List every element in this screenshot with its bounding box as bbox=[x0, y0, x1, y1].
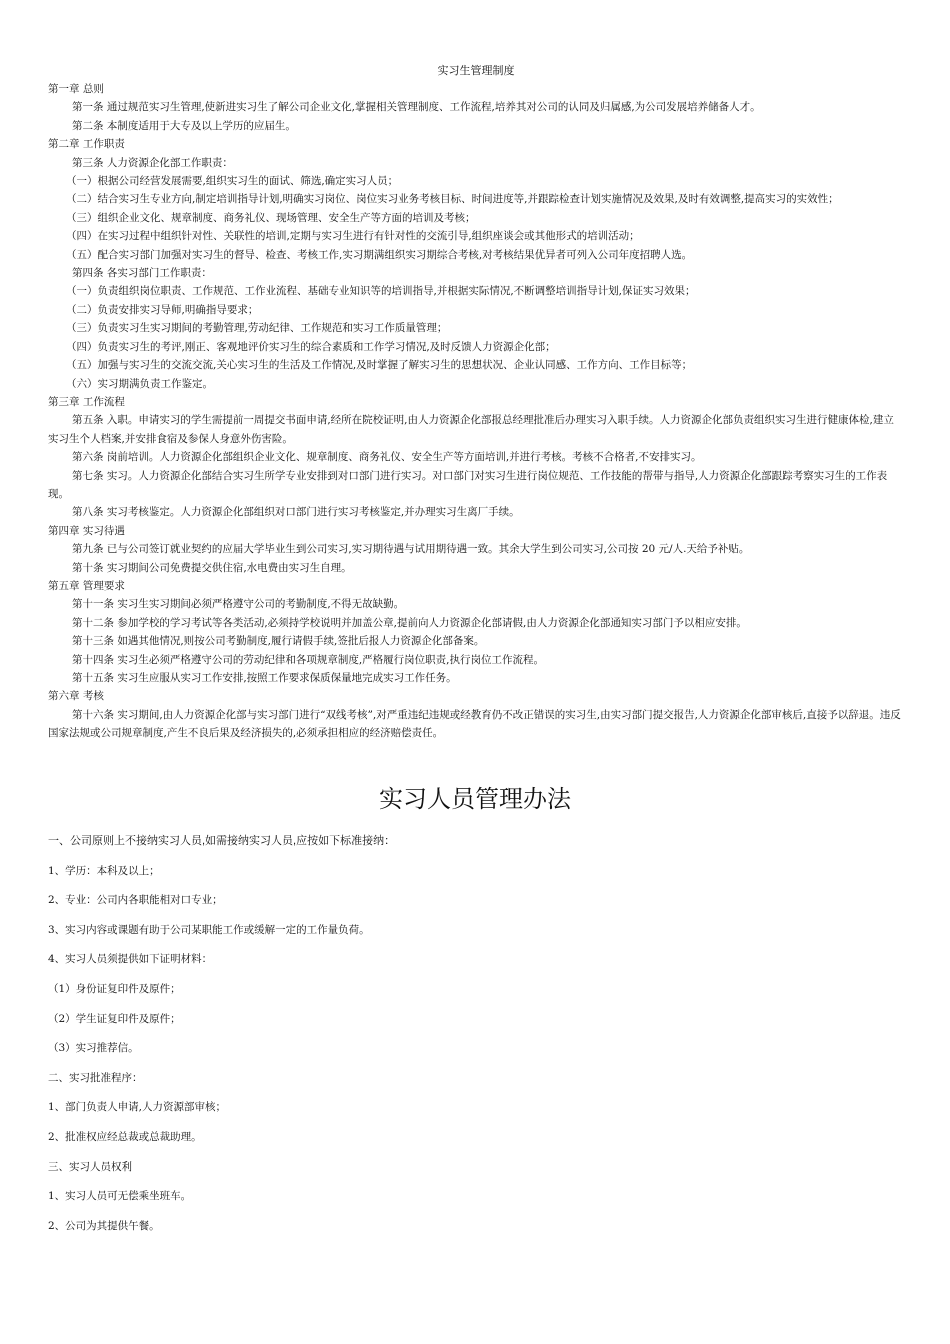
article-text: 第四条 各实习部门工作职责： bbox=[72, 267, 212, 280]
list-item: 1、实习人员可无偿乘坐班车。 bbox=[48, 1190, 192, 1203]
section-heading: 二、实习批准程序： bbox=[48, 1071, 143, 1084]
list-item: （一）负责组织岗位职责、工作规范、工作业流程、基础专业知识等的培训指导,并根据实际情况,不断调整培训指导计划,保证实习效果； bbox=[66, 285, 696, 298]
list-item: 2、专业：公司内各职能相对口专业； bbox=[48, 894, 223, 907]
list-item: 1、部门负责人申请,人力资源部审核； bbox=[48, 1101, 227, 1114]
list-item: （五）配合实习部门加强对实习生的督导、检查、考核工作,实习期满组织实习期综合考核,对考核结果优异者可列入公司年度招聘人选。 bbox=[66, 248, 693, 261]
list-item: （2）学生证复印件及原件； bbox=[48, 1012, 181, 1025]
list-item: 1、学历：本科及以上； bbox=[48, 864, 160, 877]
list-item: 3、实习内容或课题有助于公司某职能工作或缓解一定的工作量负荷。 bbox=[48, 923, 370, 936]
article-text: 第二条 本制度适用于大专及以上学历的应届生。 bbox=[72, 119, 296, 132]
chapter-heading: 第五章 管理要求 bbox=[48, 579, 125, 592]
list-item: （四）负责实习生的考评,刚正、客观地评价实习生的综合素质和工作学习情况,及时反馈人力资源企化部； bbox=[66, 340, 556, 353]
list-item: （五）加强与实习生的交流交流,关心实习生的生活及工作情况,及时掌握了解实习生的思想状况、企业认同感、工作方向、工作目标等； bbox=[66, 359, 693, 372]
article-text: 第三条 人力资源企化部工作职责： bbox=[72, 156, 233, 169]
list-item: （一）根据公司经营发展需要,组织实习生的面试、筛选,确定实习人员； bbox=[66, 175, 399, 188]
article-text: 第十六条 实习期间,由人力资源企化部与实习部门进行“双线考核”,对严重违纪违规或经教育仍不改正错误的实习生,由实习部门提交报告,人力资源企化部审核后,直接予以辞退。违反国家法规或公司规章制度,产生不良后果及经济损失的,必须承担相应的经济赔偿责任。 bbox=[48, 708, 901, 740]
article-text: 第十四条 实习生必须严格遵守公司的劳动纪律和各项规章制度,严格履行岗位职责,执行岗位工作流程。 bbox=[72, 653, 545, 666]
article-text: 第七条 实习。人力资源企化部结合实习生所学专业安排到对口部门进行实习。对口部门对实习生进行岗位规范、工作技能的帮带与指导,人力资源企化部跟踪考察实习生的工作表现。 bbox=[48, 469, 888, 500]
list-item: （1）身份证复印件及原件； bbox=[48, 982, 181, 995]
doc2-title: 实习人员管理办法 bbox=[379, 785, 571, 813]
article-text: 第十三条 如遇其他情况,则按公司考勤制度,履行请假手续,签批后报人力资源企化部备案。 bbox=[72, 635, 485, 648]
list-item: （四）在实习过程中组织针对性、关联性的培训,定期与实习生进行有针对性的交流引导,组织座谈会或其他形式的培训活动； bbox=[66, 230, 640, 243]
list-item: （六）实习期满负责工作鉴定。 bbox=[66, 377, 213, 390]
chapter-heading: 第一章 总则 bbox=[48, 83, 104, 95]
list-item: 4、实习人员须提供如下证明材料： bbox=[48, 953, 213, 966]
list-item: （3）实习推荐信。 bbox=[48, 1042, 139, 1055]
chapter-heading: 第二章 工作职责 bbox=[48, 138, 125, 151]
chapter-heading: 第六章 考核 bbox=[48, 690, 104, 703]
article-text: 第十一条 实习生实习期间必须严格遵守公司的考勤制度,不得无故缺勤。 bbox=[72, 598, 405, 611]
article-text: 第十二条 参加学校的学习考试等各类活动,必须持学校说明并加盖公章,提前向人力资源企化部请假,由人力资源企化部通知实习部门予以相应安排。 bbox=[72, 616, 747, 629]
article-text: 第十五条 实习生应服从实习工作安排,按照工作要求保质保量地完成实习工作任务。 bbox=[72, 672, 457, 684]
chapter-heading: 第四章 实习待遇 bbox=[48, 524, 125, 537]
list-item: （三）负责实习生实习期间的考勤管理,劳动纪律、工作规范和实习工作质量管理； bbox=[66, 322, 448, 335]
article-text: 第八条 实习考核鉴定。人力资源企化部组织对口部门进行实习考核鉴定,并办理实习生离厂手续。 bbox=[72, 506, 520, 519]
article-text: 第九条 已与公司签订就业契约的应届大学毕业生到公司实习,实习期待遇与试用期待遇一致。其余大学生到公司实习,公司按 20 元/人.天给予补贴。 bbox=[72, 543, 750, 556]
list-item: （二）结合实习生专业方向,制定培训指导计划,明确实习岗位、岗位实习业务考核目标、时间进度等,并跟踪检查计划实施情况及效果,及时有效调整,提高实习的实效性； bbox=[66, 193, 839, 206]
list-item: （二）负责安排实习导师,明确指导要求； bbox=[66, 303, 259, 316]
article-text: 第六条 岗前培训。人力资源企化部组织企业文化、规章制度、商务礼仪、安全生产等方面培训,并进行考核。考核不合格者,不安排实习。 bbox=[72, 451, 702, 464]
doc1-title: 实习生管理制度 bbox=[437, 65, 515, 77]
list-item: 2、批准权应经总裁或总裁助理。 bbox=[48, 1130, 202, 1143]
section-heading: 一、公司原则上不接纳实习人员,如需接纳实习人员,应按如下标准接纳： bbox=[48, 835, 396, 847]
list-item: （三）组织企业文化、规章制度、商务礼仪、现场管理、安全生产等方面的培训及考核； bbox=[66, 211, 476, 224]
article-text: 第五条 入职。申请实习的学生需提前一周提交书面申请,经所在院校证明,由人力资源企化部报总经理批准后办理实习入职手续。人力资源企化部负责组织实习生进行健康体检,建立实习生个人档案,并安排食宿及参保人身意外伤害险。 bbox=[48, 414, 894, 445]
article-text: 第一条 通过规范实习生管理,使新进实习生了解公司企业文化,掌握相关管理制度、工作流程,培养其对公司的认同及归属感,为公司发展培养储备人才。 bbox=[72, 101, 761, 114]
chapter-heading: 第三章 工作流程 bbox=[48, 395, 125, 408]
intern-management-measures bbox=[48, 832, 904, 1246]
section-heading: 三、实习人员权利 bbox=[48, 1160, 132, 1173]
list-item: 2、公司为其提供午餐。 bbox=[48, 1219, 160, 1232]
article-text: 第十条 实习期间公司免费提交供住宿,水电费由实习生自理。 bbox=[72, 561, 352, 574]
internship-regulations bbox=[48, 62, 904, 743]
